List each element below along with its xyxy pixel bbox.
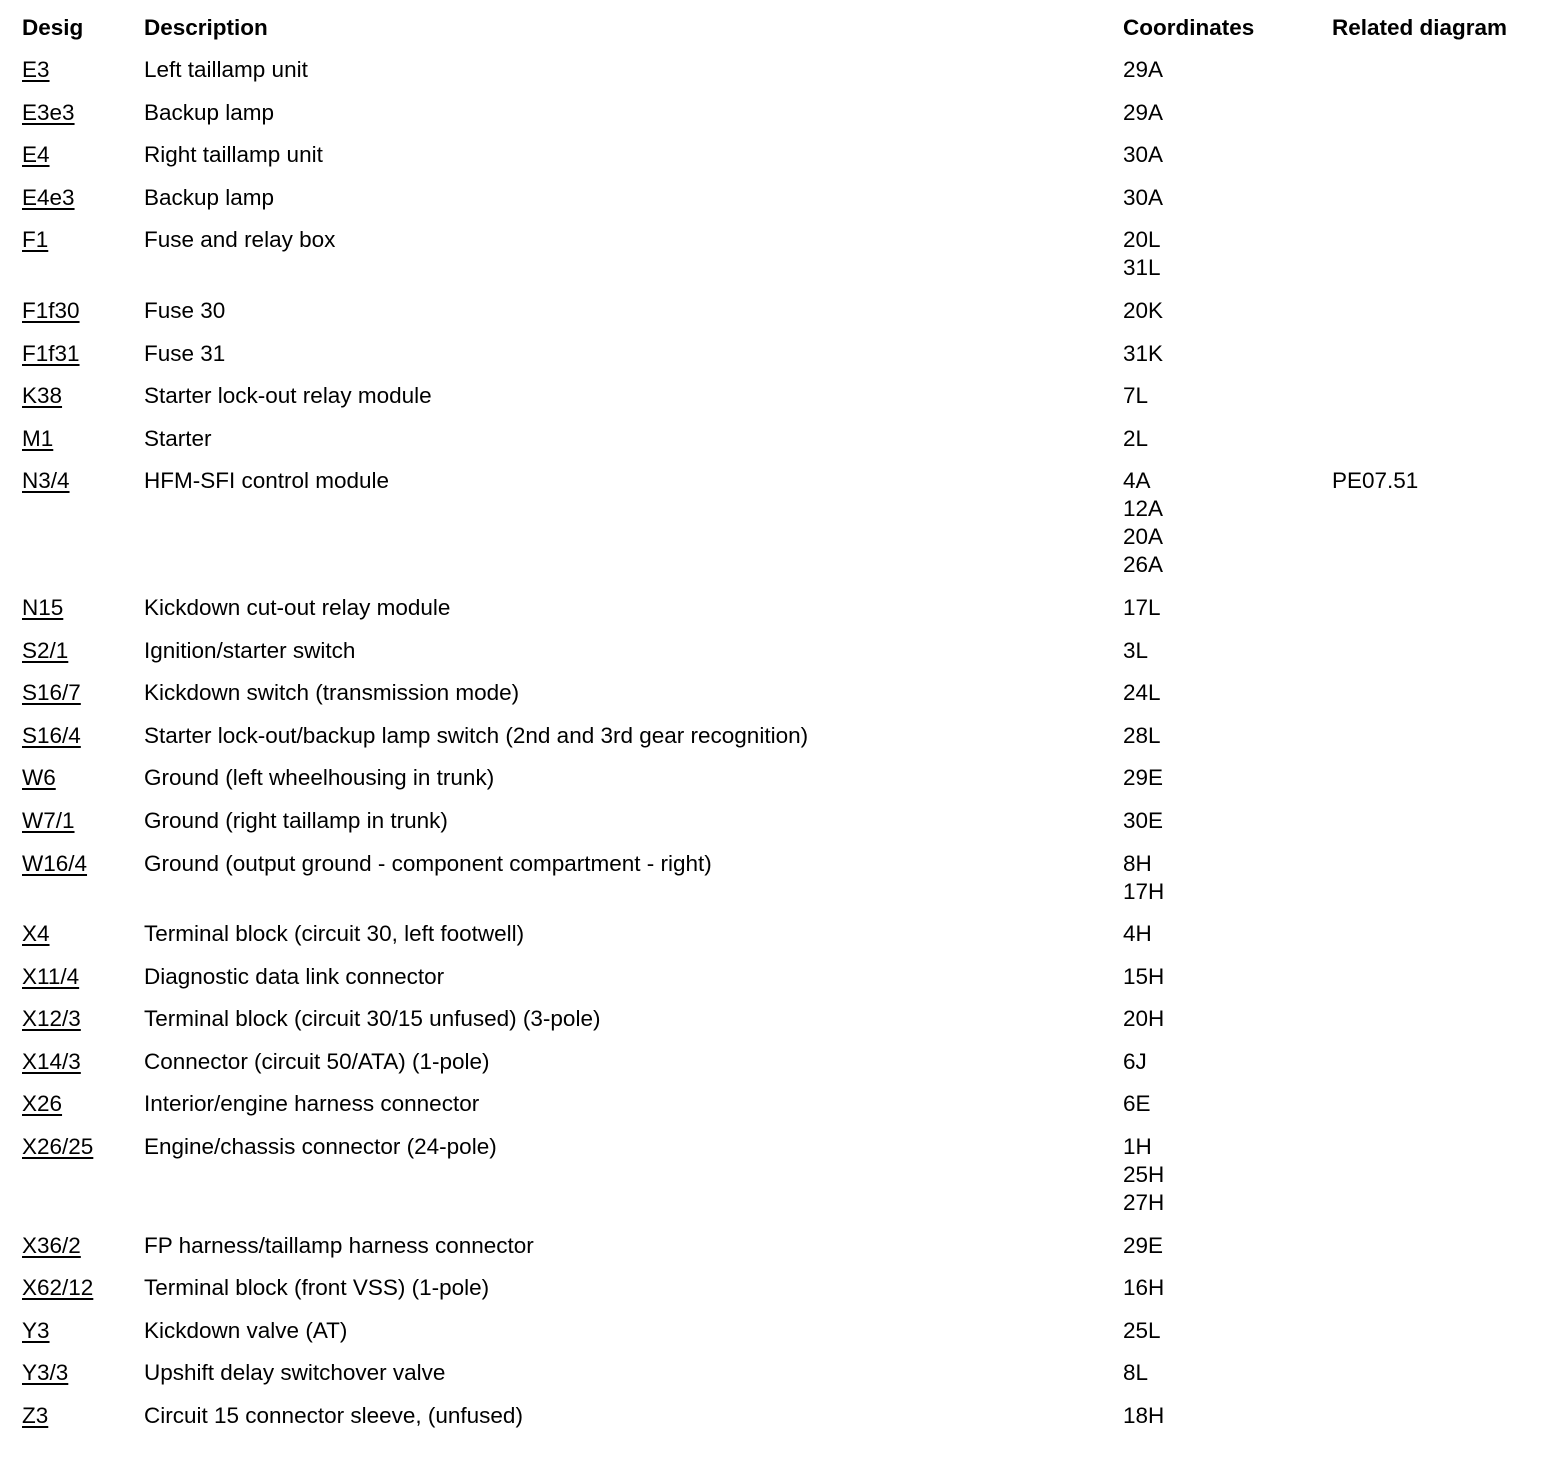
coordinates-cell (1123, 56, 1332, 99)
related-diagram-cell (1332, 1133, 1562, 1232)
coordinate: 26A (1123, 552, 1164, 578)
desig-link[interactable]: X11/4 (22, 963, 80, 989)
coordinate: 29E (1123, 1232, 1164, 1258)
description-cell: Ground (left wheelhousing in trunk) (144, 765, 495, 791)
related-diagram-cell: PE07.51 (1332, 468, 1419, 494)
desig-link[interactable]: E3 (22, 57, 50, 82)
coordinate: 29E (1123, 765, 1164, 791)
coordinate: 31K (1123, 340, 1164, 366)
desig-cell (22, 920, 144, 963)
coordinates-cell (1123, 850, 1332, 921)
description-cell: Interior/engine harness connector (144, 1091, 480, 1117)
coordinate: 25H (1123, 1162, 1165, 1188)
desig-cell (22, 963, 144, 1006)
coordinates-cell (1123, 963, 1332, 1006)
description-cell: Fuse 30 (144, 297, 226, 323)
desig-cell (22, 1317, 144, 1360)
table-row (22, 1048, 1562, 1091)
coordinates-cell (1123, 679, 1332, 722)
coordinate: 27H (1123, 1190, 1165, 1216)
related-diagram-cell (1332, 1232, 1562, 1275)
table-row (22, 1133, 1562, 1232)
desig-link[interactable]: N15 (22, 594, 64, 620)
table-row (22, 594, 1562, 637)
header-related-diagram: Related diagram (1332, 15, 1508, 40)
coordinate: 18H (1123, 1403, 1165, 1429)
related-diagram-cell (1332, 1359, 1562, 1402)
coordinates-cell (1123, 637, 1332, 680)
desig-cell (22, 1133, 144, 1232)
related-diagram-cell (1332, 1402, 1562, 1445)
desig-cell (22, 1232, 144, 1275)
table-row (22, 141, 1562, 184)
description-cell: Right taillamp unit (144, 142, 323, 168)
description-cell: Engine/chassis connector (24-pole) (144, 1134, 497, 1160)
coordinates-cell (1123, 1005, 1332, 1048)
description-cell: Kickdown switch (transmission mode) (144, 680, 520, 706)
related-diagram-cell (1332, 226, 1562, 297)
desig-cell (22, 1274, 144, 1317)
desig-cell (22, 764, 144, 807)
table-row (22, 467, 1562, 594)
desig-cell (22, 1402, 144, 1445)
desig-link[interactable]: S16/4 (22, 722, 81, 748)
desig-cell (22, 722, 144, 765)
table-row (22, 340, 1562, 383)
desig-cell (22, 467, 144, 594)
related-diagram-cell (1332, 340, 1562, 383)
desig-cell (22, 226, 144, 297)
table-row (22, 1005, 1562, 1048)
related-diagram-cell (1332, 1005, 1562, 1048)
description-cell: Ground (right taillamp in trunk) (144, 807, 448, 833)
description-cell: Starter lock-out/backup lamp switch (2nd and 3rd gear recognition) (144, 722, 809, 748)
desig-link[interactable]: S2/1 (22, 637, 69, 663)
desig-link[interactable]: Y3/3 (22, 1360, 69, 1386)
desig-link[interactable]: W7/1 (22, 807, 75, 833)
related-diagram-cell (1332, 637, 1562, 680)
related-diagram-cell (1332, 1317, 1562, 1360)
related-diagram-cell (1332, 99, 1562, 142)
desig-link[interactable]: X26 (22, 1091, 63, 1117)
coordinates-cell (1123, 1317, 1332, 1360)
coordinates-cell (1123, 382, 1332, 425)
coordinate: 8H (1123, 850, 1152, 876)
related-diagram-cell (1332, 594, 1562, 637)
coordinates-cell (1123, 594, 1332, 637)
desig-cell (22, 1359, 144, 1402)
desig-cell (22, 184, 144, 227)
related-diagram-cell (1332, 425, 1562, 468)
related-diagram-cell (1332, 382, 1562, 425)
coordinate: 25L (1123, 1317, 1161, 1343)
desig-cell (22, 141, 144, 184)
component-table (22, 14, 1562, 1445)
coordinate: 20H (1123, 1006, 1165, 1032)
table-row (22, 184, 1562, 227)
description-cell: Ground (output ground - component compartment - right) (144, 850, 712, 876)
desig-cell (22, 679, 144, 722)
description-cell: Backup lamp (144, 184, 275, 210)
coordinate: 20K (1123, 297, 1164, 323)
desig-link[interactable]: Y3 (22, 1317, 50, 1343)
desig-cell (22, 1005, 144, 1048)
coordinate: 1H (1123, 1134, 1152, 1160)
description-cell: Fuse 31 (144, 340, 226, 366)
description-cell: Backup lamp (144, 99, 275, 125)
desig-link[interactable]: X12/3 (22, 1006, 81, 1032)
coordinates-cell (1123, 467, 1332, 594)
coordinate: 31L (1123, 255, 1161, 281)
header-row (22, 14, 1562, 56)
desig-link[interactable]: X26/25 (22, 1134, 94, 1160)
header-coordinates: Coordinates (1123, 15, 1255, 40)
coordinate: 7L (1123, 383, 1149, 409)
coordinates-cell (1123, 722, 1332, 765)
coordinates-cell (1123, 1402, 1332, 1445)
coordinate: 17L (1123, 594, 1161, 620)
desig-cell (22, 382, 144, 425)
desig-link[interactable]: F1f30 (22, 297, 80, 323)
coordinate: 24L (1123, 680, 1161, 706)
related-diagram-cell (1332, 920, 1562, 963)
related-diagram-cell (1332, 141, 1562, 184)
table-row (22, 807, 1562, 850)
desig-link[interactable]: E4e3 (22, 184, 75, 210)
coordinate: 30A (1123, 184, 1164, 210)
desig-link[interactable]: X14/3 (22, 1048, 81, 1074)
table-row (22, 1274, 1562, 1317)
desig-cell (22, 297, 144, 340)
coordinates-cell (1123, 425, 1332, 468)
description-cell: HFM-SFI control module (144, 468, 390, 494)
table-row (22, 722, 1562, 765)
header-description: Description (144, 15, 268, 40)
desig-link[interactable]: S16/7 (22, 680, 81, 706)
coordinate: 3L (1123, 637, 1149, 663)
coordinates-cell (1123, 1359, 1332, 1402)
coordinate: 15H (1123, 963, 1165, 989)
related-diagram-cell (1332, 1090, 1562, 1133)
desig-cell (22, 99, 144, 142)
table-row (22, 382, 1562, 425)
coordinate: 6E (1123, 1091, 1151, 1117)
coordinates-cell (1123, 141, 1332, 184)
coordinate: 12A (1123, 496, 1164, 522)
related-diagram-cell (1332, 807, 1562, 850)
coordinate: 30A (1123, 142, 1164, 168)
description-cell: Circuit 15 connector sleeve, (unfused) (144, 1403, 523, 1429)
coordinate: 8L (1123, 1360, 1149, 1386)
coordinates-cell (1123, 764, 1332, 807)
coordinate: 6J (1123, 1048, 1147, 1074)
table-row (22, 1317, 1562, 1360)
coordinates-cell (1123, 1048, 1332, 1091)
table-row (22, 963, 1562, 1006)
coordinate: 20A (1123, 524, 1164, 550)
coordinate: 4H (1123, 921, 1152, 947)
related-diagram-cell (1332, 297, 1562, 340)
table-row (22, 764, 1562, 807)
table-row (22, 297, 1562, 340)
desig-cell (22, 425, 144, 468)
coordinates-cell (1123, 1274, 1332, 1317)
coordinates-cell (1123, 1133, 1332, 1232)
related-diagram-cell (1332, 184, 1562, 227)
description-cell: Kickdown cut-out relay module (144, 594, 451, 620)
desig-cell (22, 850, 144, 921)
desig-link[interactable]: E4 (22, 142, 50, 168)
related-diagram-cell (1332, 850, 1562, 921)
coordinates-cell (1123, 920, 1332, 963)
header-desig: Desig (22, 15, 84, 40)
table-row (22, 56, 1562, 99)
coordinates-cell (1123, 297, 1332, 340)
desig-cell (22, 594, 144, 637)
coordinate: 16H (1123, 1275, 1165, 1301)
desig-link[interactable]: E3e3 (22, 99, 75, 125)
table-row (22, 1090, 1562, 1133)
description-cell: Starter lock-out relay module (144, 383, 432, 409)
desig-link[interactable]: N3/4 (22, 468, 70, 494)
desig-cell (22, 56, 144, 99)
description-cell: Upshift delay switchover valve (144, 1360, 446, 1386)
coordinates-cell (1123, 99, 1332, 142)
desig-link[interactable]: W6 (22, 765, 56, 791)
coordinates-cell (1123, 340, 1332, 383)
coordinate: 4A (1123, 468, 1151, 494)
coordinates-cell (1123, 807, 1332, 850)
coordinate: 17H (1123, 878, 1165, 904)
table-row (22, 226, 1562, 297)
description-cell: Left taillamp unit (144, 57, 308, 82)
coordinates-cell (1123, 1090, 1332, 1133)
desig-link[interactable]: X62/12 (22, 1275, 94, 1301)
related-diagram-cell (1332, 963, 1562, 1006)
desig-cell (22, 1048, 144, 1091)
desig-link[interactable]: X4 (22, 921, 50, 947)
desig-cell (22, 340, 144, 383)
coordinate: 29A (1123, 57, 1164, 82)
description-cell: FP harness/taillamp harness connector (144, 1232, 534, 1258)
coordinate: 2L (1123, 425, 1149, 451)
table-row (22, 99, 1562, 142)
table-row (22, 425, 1562, 468)
description-cell: Starter (144, 425, 212, 451)
coordinate: 29A (1123, 99, 1164, 125)
description-cell: Ignition/starter switch (144, 637, 356, 663)
coordinates-cell (1123, 226, 1332, 297)
table-row (22, 1402, 1562, 1445)
desig-cell (22, 807, 144, 850)
coordinate: 28L (1123, 722, 1161, 748)
table-row (22, 679, 1562, 722)
coordinates-cell (1123, 1232, 1332, 1275)
table-row (22, 850, 1562, 921)
desig-link[interactable]: X36/2 (22, 1232, 81, 1258)
coordinate: 20L (1123, 227, 1161, 253)
table-row (22, 1232, 1562, 1275)
coordinates-cell (1123, 184, 1332, 227)
desig-cell (22, 1090, 144, 1133)
desig-link[interactable]: F1 (22, 227, 49, 253)
desig-link[interactable]: Z3 (22, 1403, 49, 1429)
related-diagram-cell (1332, 679, 1562, 722)
description-cell: Connector (circuit 50/ATA) (1-pole) (144, 1048, 490, 1074)
related-diagram-cell (1332, 764, 1562, 807)
description-cell: Diagnostic data link connector (144, 963, 445, 989)
desig-link[interactable]: W16/4 (22, 850, 88, 876)
description-cell: Terminal block (circuit 30/15 unfused) (3-pole) (144, 1006, 601, 1032)
description-cell: Fuse and relay box (144, 227, 336, 253)
desig-link[interactable]: K38 (22, 383, 63, 409)
table-row (22, 920, 1562, 963)
desig-link[interactable]: M1 (22, 425, 54, 451)
table-row (22, 1359, 1562, 1402)
related-diagram-cell (1332, 56, 1562, 99)
description-cell: Kickdown valve (AT) (144, 1317, 348, 1343)
description-cell: Terminal block (front VSS) (1-pole) (144, 1275, 490, 1301)
desig-link[interactable]: F1f31 (22, 340, 80, 366)
table-row (22, 637, 1562, 680)
related-diagram-cell (1332, 722, 1562, 765)
coordinate: 30E (1123, 807, 1164, 833)
description-cell: Terminal block (circuit 30, left footwell) (144, 921, 525, 947)
related-diagram-cell (1332, 1048, 1562, 1091)
related-diagram-cell (1332, 1274, 1562, 1317)
desig-cell (22, 637, 144, 680)
